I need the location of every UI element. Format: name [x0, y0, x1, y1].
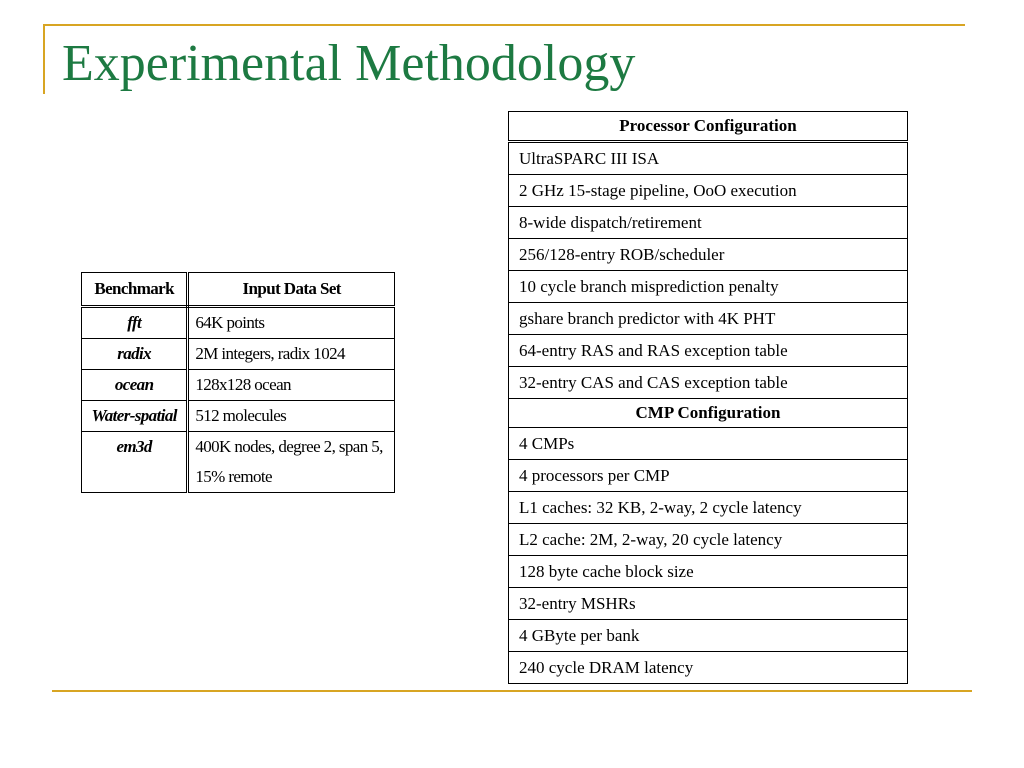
- table-row: [509, 652, 908, 684]
- table-row: [82, 432, 395, 493]
- table-row: [509, 271, 908, 303]
- benchmark-name: fft: [82, 307, 188, 339]
- benchmark-header-row: [82, 273, 395, 307]
- processor-config-item: 2 GHz 15-stage pipeline, OoO execution: [509, 175, 908, 207]
- left-accent-line: [43, 24, 45, 94]
- cmp-config-item: 4 processors per CMP: [509, 460, 908, 492]
- slide-title: Experimental Methodology: [62, 35, 636, 92]
- processor-config-item: UltraSPARC III ISA: [509, 142, 908, 175]
- table-row: [509, 428, 908, 460]
- table-row: [509, 524, 908, 556]
- cmp-config-header: CMP Configuration: [509, 399, 908, 428]
- benchmark-name: Water-spatial: [82, 401, 188, 432]
- processor-config-header: Processor Configuration: [509, 112, 908, 142]
- table-row: [82, 401, 395, 432]
- input-data-set-column-header: Input Data Set: [188, 273, 395, 307]
- top-accent-line: [43, 24, 965, 26]
- cmp-config-item: 4 CMPs: [509, 428, 908, 460]
- benchmark-name: radix: [82, 339, 188, 370]
- configuration-table: [508, 111, 908, 684]
- table-row: [509, 367, 908, 399]
- benchmark-input-line-2: 15% remote: [195, 467, 272, 486]
- table-row: [509, 335, 908, 367]
- table-row: [82, 370, 395, 401]
- benchmark-input: 128x128 ocean: [188, 370, 395, 401]
- processor-config-header-row: [509, 112, 908, 142]
- processor-config-item: 8-wide dispatch/retirement: [509, 207, 908, 239]
- processor-config-item: 64-entry RAS and RAS exception table: [509, 335, 908, 367]
- table-row: [509, 175, 908, 207]
- cmp-config-item: 128 byte cache block size: [509, 556, 908, 588]
- benchmark-column-header: Benchmark: [82, 273, 188, 307]
- bottom-accent-line: [52, 690, 972, 692]
- cmp-config-header-row: [509, 399, 908, 428]
- cmp-config-item: L1 caches: 32 KB, 2-way, 2 cycle latency: [509, 492, 908, 524]
- cmp-config-item: 32-entry MSHRs: [509, 588, 908, 620]
- table-row: [509, 239, 908, 271]
- benchmark-input: [188, 432, 395, 493]
- table-row: [509, 588, 908, 620]
- benchmark-name: em3d: [82, 432, 188, 493]
- table-row: [509, 620, 908, 652]
- cmp-config-item: 4 GByte per bank: [509, 620, 908, 652]
- benchmark-input: 2M integers, radix 1024: [188, 339, 395, 370]
- table-row: [509, 142, 908, 175]
- processor-config-item: gshare branch predictor with 4K PHT: [509, 303, 908, 335]
- benchmark-table: [81, 272, 395, 493]
- processor-config-item: 10 cycle branch misprediction penalty: [509, 271, 908, 303]
- cmp-config-item: 240 cycle DRAM latency: [509, 652, 908, 684]
- processor-config-item: 32-entry CAS and CAS exception table: [509, 367, 908, 399]
- table-row: [509, 556, 908, 588]
- table-row: [509, 303, 908, 335]
- table-row: [82, 307, 395, 339]
- table-row: [509, 492, 908, 524]
- table-row: [82, 339, 395, 370]
- table-row: [509, 207, 908, 239]
- benchmark-input: 512 molecules: [188, 401, 395, 432]
- cmp-config-item: L2 cache: 2M, 2-way, 20 cycle latency: [509, 524, 908, 556]
- table-row: [509, 460, 908, 492]
- benchmark-input-line-1: 400K nodes, degree 2, span 5,: [195, 437, 383, 456]
- benchmark-name: ocean: [82, 370, 188, 401]
- benchmark-input: 64K points: [188, 307, 395, 339]
- processor-config-item: 256/128-entry ROB/scheduler: [509, 239, 908, 271]
